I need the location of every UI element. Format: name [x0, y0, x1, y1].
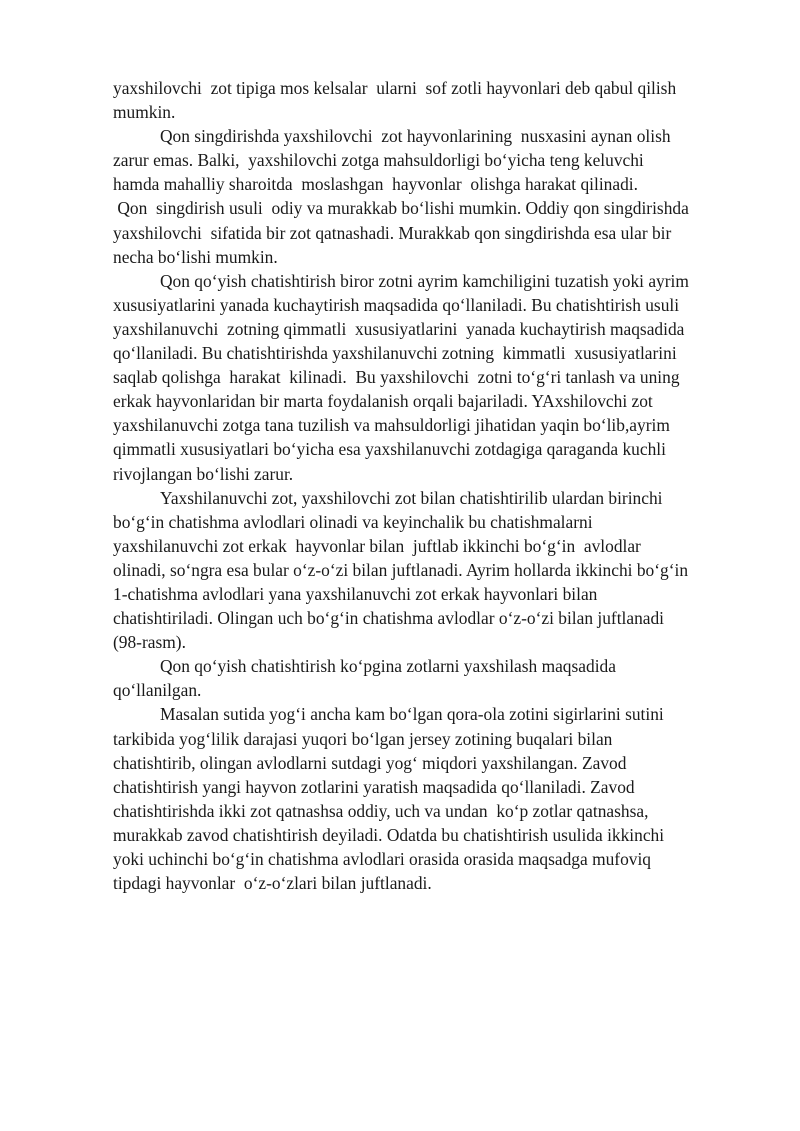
text-line: chatishtiriladi. Olingan uch bo‘g‘in chatishma avlodlar o‘z-o‘zi bilan juftlanadi	[113, 608, 665, 629]
text-line: bo‘g‘in chatishma avlodlari olinadi va keyinchalik bu chatishmalarni	[113, 511, 593, 532]
document-body-text	[113, 76, 733, 895]
text-line: (98-rasm).	[113, 632, 186, 653]
text-line: yaxshilovchi sifatida bir zot qatnashadi. Murakkab qon singdirishda esa ular bir	[113, 222, 672, 243]
text-line: erkak hayvonlaridan bir marta foydalanish orqali bajariladi. YAxshilovchi zot	[113, 391, 653, 412]
text-line: chatishtirib, olingan avlodlarni sutdagi yog‘ miqdori yaxshilangan. Zavod	[113, 752, 627, 773]
text-line: mumkin.	[113, 102, 176, 123]
text-line: qo‘llaniladi. Bu chatishtirishda yaxshilanuvchi zotning kimmatli xususiyatlarini	[113, 343, 677, 364]
paragraph-first-line: Qon singdirishda yaxshilovchi zot hayvonlarining nusxasini aynan olish	[160, 126, 671, 147]
paragraph-first-line: Yaxshilanuvchi zot, yaxshilovchi zot bilan chatishtirilib ulardan birinchi	[160, 487, 663, 508]
text-line: hamda mahalliy sharoitda moslashgan hayvonlar olishga harakat qilinadi.	[113, 174, 638, 195]
text-line: tipdagi hayvonlar o‘z-o‘zlari bilan juftlanadi.	[113, 873, 432, 894]
text-line: rivojlangan bo‘lishi zarur.	[113, 463, 294, 484]
paragraph-first-line: Qon qo‘yish chatishtirish ko‘pgina zotlarni yaxshilash maqsadida	[160, 656, 616, 677]
text-line: necha bo‘lishi mumkin.	[113, 246, 278, 267]
text-line: 1-chatishma avlodlari yana yaxshilanuvchi zot erkak hayvonlari bilan	[113, 583, 598, 604]
text-line: yaxshilanuvchi zotning qimmatli xususiyatlarini yanada kuchaytirish maqsadida	[113, 318, 685, 339]
text-line: chatishtirish yangi hayvon zotlarini yaratish maqsadida qo‘llaniladi. Zavod	[113, 776, 635, 797]
text-line: tarkibida yog‘lilik darajasi yuqori bo‘lgan jersey zotining buqalari bilan	[113, 728, 613, 749]
text-line: qimmatli xususiyatlari bo‘yicha esa yaxshilanuvchi zotdagiga qaraganda kuchli	[113, 439, 666, 460]
text-line: xususiyatlarini yanada kuchaytirish maqsadida qo‘llaniladi. Bu chatishtirish usuli	[113, 294, 680, 315]
text-line: Qon singdirish usuli odiy va murakkab bo‘lishi mumkin. Oddiy qon singdirishda	[113, 198, 689, 219]
text-line: yoki uchinchi bo‘g‘in chatishma avlodlari orasida orasida maqsadga mufoviq	[113, 849, 651, 869]
text-line: yaxshilanuvchi zotga tana tuzilish va mahsuldorligi jihatidan yaqin bo‘lib,ayrim	[113, 415, 670, 436]
text-line: saqlab qolishga harakat kilinadi. Bu yaxshilovchi zotni to‘g‘ri tanlash va uning	[113, 367, 680, 388]
text-line: zarur emas. Balki, yaxshilovchi zotga mahsuldorligi bo‘yicha teng keluvchi	[113, 150, 644, 171]
text-line: olinadi, so‘ngra esa bular o‘z-o‘zi bilan juftlanadi. Ayrim hollarda ikkinchi bo‘g‘in	[113, 559, 689, 580]
text-line: yaxshilovchi zot tipiga mos kelsalar ularni sof zotli hayvonlari deb qabul qilish	[113, 78, 677, 98]
paragraph-first-line: Qon qo‘yish chatishtirish biror zotni ayrim kamchiligini tuzatish yoki ayrim	[160, 270, 689, 291]
text-line: murakkab zavod chatishtirish deyiladi. Odatda bu chatishtirish usulida ikkinchi	[113, 824, 665, 845]
paragraph-first-line: Masalan sutida yog‘i ancha kam bo‘lgan qora-ola zotini sigirlarini sutini	[160, 704, 664, 725]
text-line: chatishtirishda ikki zot qatnashsa oddiy, uch va undan ko‘p zotlar qatnashsa,	[113, 800, 649, 821]
text-line: yaxshilanuvchi zot erkak hayvonlar bilan juftlab ikkinchi bo‘g‘in avlodlar	[113, 535, 641, 556]
text-line: qo‘llanilgan.	[113, 680, 202, 701]
